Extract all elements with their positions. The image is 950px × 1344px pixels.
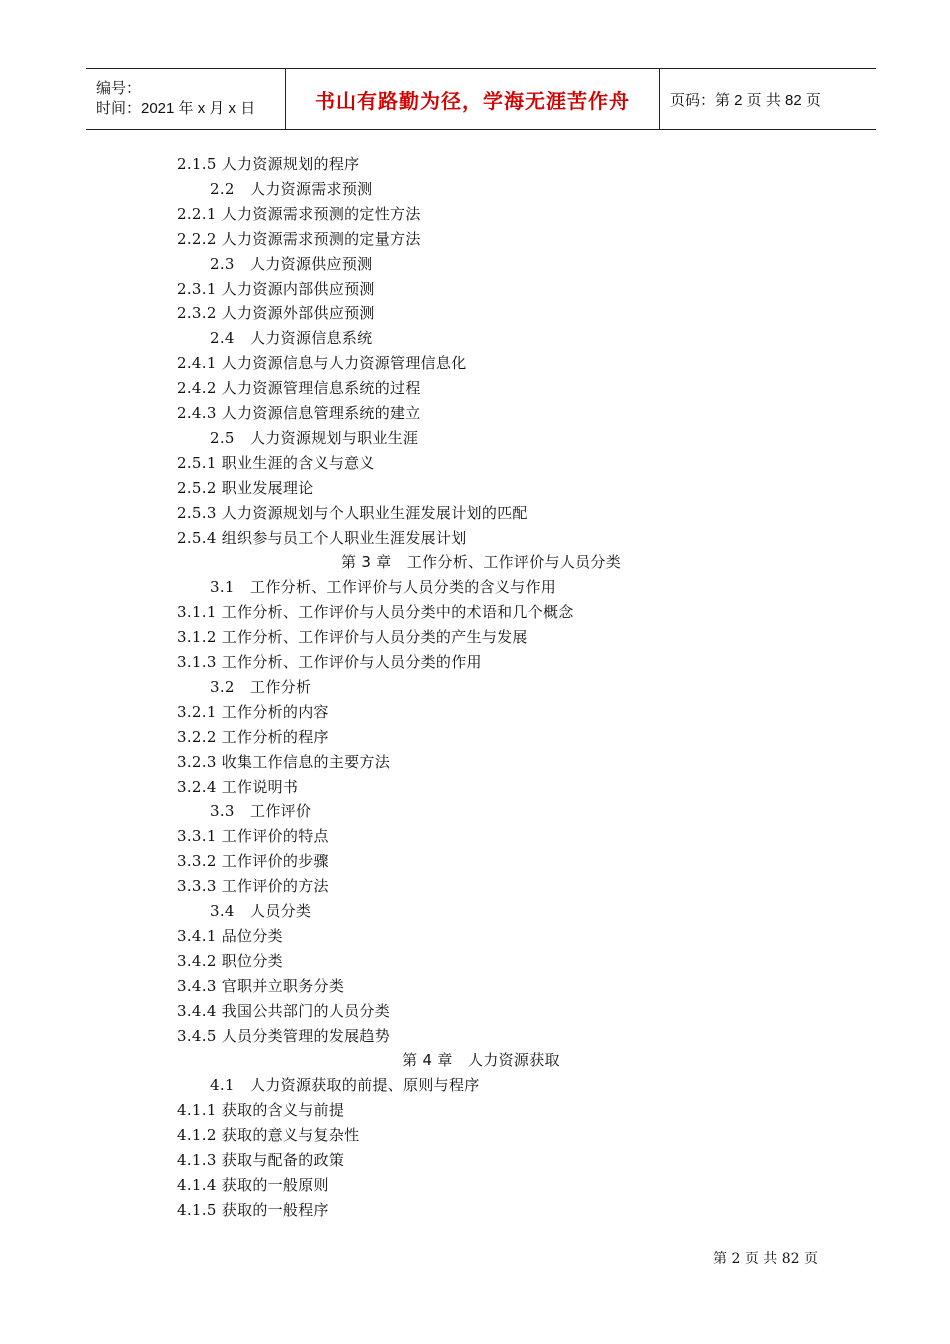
- toc-section-heading: 2.4 人力资源信息系统: [210, 329, 373, 348]
- toc-subsection-item: 3.4.2 职位分类: [177, 951, 283, 970]
- toc-subsection-item: 3.2.2 工作分析的程序: [177, 727, 329, 746]
- toc-subsection-item: 2.4.2 人力资源管理信息系统的过程: [177, 379, 421, 398]
- toc-subsection-item: 4.1.2 获取的意义与复杂性: [177, 1126, 360, 1145]
- toc-subsection-item: 2.5.1 职业生涯的含义与意义: [177, 453, 375, 472]
- document-number-label: 编号：: [96, 80, 142, 97]
- toc-section-heading: 4.1 人力资源获取的前提、原则与程序: [210, 1076, 480, 1095]
- toc-subsection-item: 3.4.4 我国公共部门的人员分类: [177, 1001, 391, 1020]
- page-info-text: 页码：第 2 页 共 82 页: [670, 91, 821, 109]
- toc-subsection-item: 2.5.2 职业发展理论: [177, 478, 314, 497]
- toc-subsection-item: 4.1.5 获取的一般程序: [177, 1200, 329, 1219]
- toc-section-heading: 3.1 工作分析、工作评价与人员分类的含义与作用: [210, 578, 557, 597]
- toc-subsection-item: 3.3.1 工作评价的特点: [177, 827, 329, 846]
- header-motto: [286, 69, 660, 129]
- footer-page-number: 第 2 页 共 82 页: [713, 1251, 818, 1267]
- toc-subsection-item: 3.2.4 工作说明书: [177, 777, 299, 796]
- toc-subsection-item: 2.3.2 人力资源外部供应预测: [177, 304, 375, 323]
- toc-subsection-item: 2.3.1 人力资源内部供应预测: [177, 279, 375, 298]
- toc-subsection-item: 2.5.3 人力资源规划与个人职业生涯发展计划的匹配: [177, 503, 528, 522]
- header-meta: [86, 69, 286, 129]
- toc-section-heading: 2.2 人力资源需求预测: [210, 179, 373, 198]
- page-footer: [713, 1248, 818, 1268]
- toc-subsection-item: 2.2.2 人力资源需求预测的定量方法: [177, 229, 421, 248]
- toc-subsection-item: 2.5.4 组织参与员工个人职业生涯发展计划: [177, 528, 467, 547]
- toc-chapter-heading: 第 3 章 工作分析、工作评价与人员分类: [340, 553, 622, 572]
- toc-subsection-item: 3.1.1 工作分析、工作评价与人员分类中的术语和几个概念: [177, 603, 574, 622]
- toc-subsection-item: 3.4.1 品位分类: [177, 926, 283, 945]
- toc-subsection-item: 4.1.1 获取的含义与前提: [177, 1101, 345, 1120]
- header-page-info: [660, 69, 876, 129]
- toc-subsection-item: 3.1.2 工作分析、工作评价与人员分类的产生与发展: [177, 628, 528, 647]
- toc-subsection-item: 3.3.3 工作评价的方法: [177, 877, 329, 896]
- toc-subsection-item: 3.3.2 工作评价的步骤: [177, 852, 329, 871]
- toc-subsection-item: 3.2.3 收集工作信息的主要方法: [177, 752, 391, 771]
- toc-section-heading: 2.3 人力资源供应预测: [210, 254, 373, 273]
- toc-subsection-item: 3.1.3 工作分析、工作评价与人员分类的作用: [177, 653, 482, 671]
- motto-text: 书山有路勤为径，学海无涯苦作舟: [315, 88, 630, 113]
- toc-subsection-item: 2.4.3 人力资源信息管理系统的建立: [177, 404, 421, 422]
- toc-subsection-item: 3.2.1 工作分析的内容: [177, 702, 329, 721]
- toc-subsection-item: 4.1.4 获取的一般原则: [177, 1175, 329, 1194]
- toc-subsection-item: 2.4.1 人力资源信息与人力资源管理信息化: [177, 354, 467, 373]
- toc-subsection-item: 3.4.3 官职并立职务分类: [177, 976, 345, 995]
- toc-section-heading: 3.4 人员分类: [210, 902, 312, 920]
- toc-chapter-heading: 第 4 章 人力资源获取: [402, 1051, 560, 1070]
- page-header: [86, 68, 876, 130]
- toc-section-heading: 2.5 人力资源规划与职业生涯: [210, 428, 419, 447]
- toc-subsection-item: 2.1.5 人力资源规划的程序: [177, 155, 360, 173]
- toc-subsection-item: 2.2.1 人力资源需求预测的定性方法: [177, 204, 421, 223]
- toc-subsection-item: 3.4.5 人员分类管理的发展趋势: [177, 1026, 391, 1045]
- toc-section-heading: 3.3 工作评价: [210, 802, 312, 821]
- toc-section-heading: 3.2 工作分析: [210, 677, 312, 696]
- document-date: 时间：2021 年 x 月 x 日: [96, 100, 256, 117]
- toc-subsection-item: 4.1.3 获取与配备的政策: [177, 1151, 345, 1169]
